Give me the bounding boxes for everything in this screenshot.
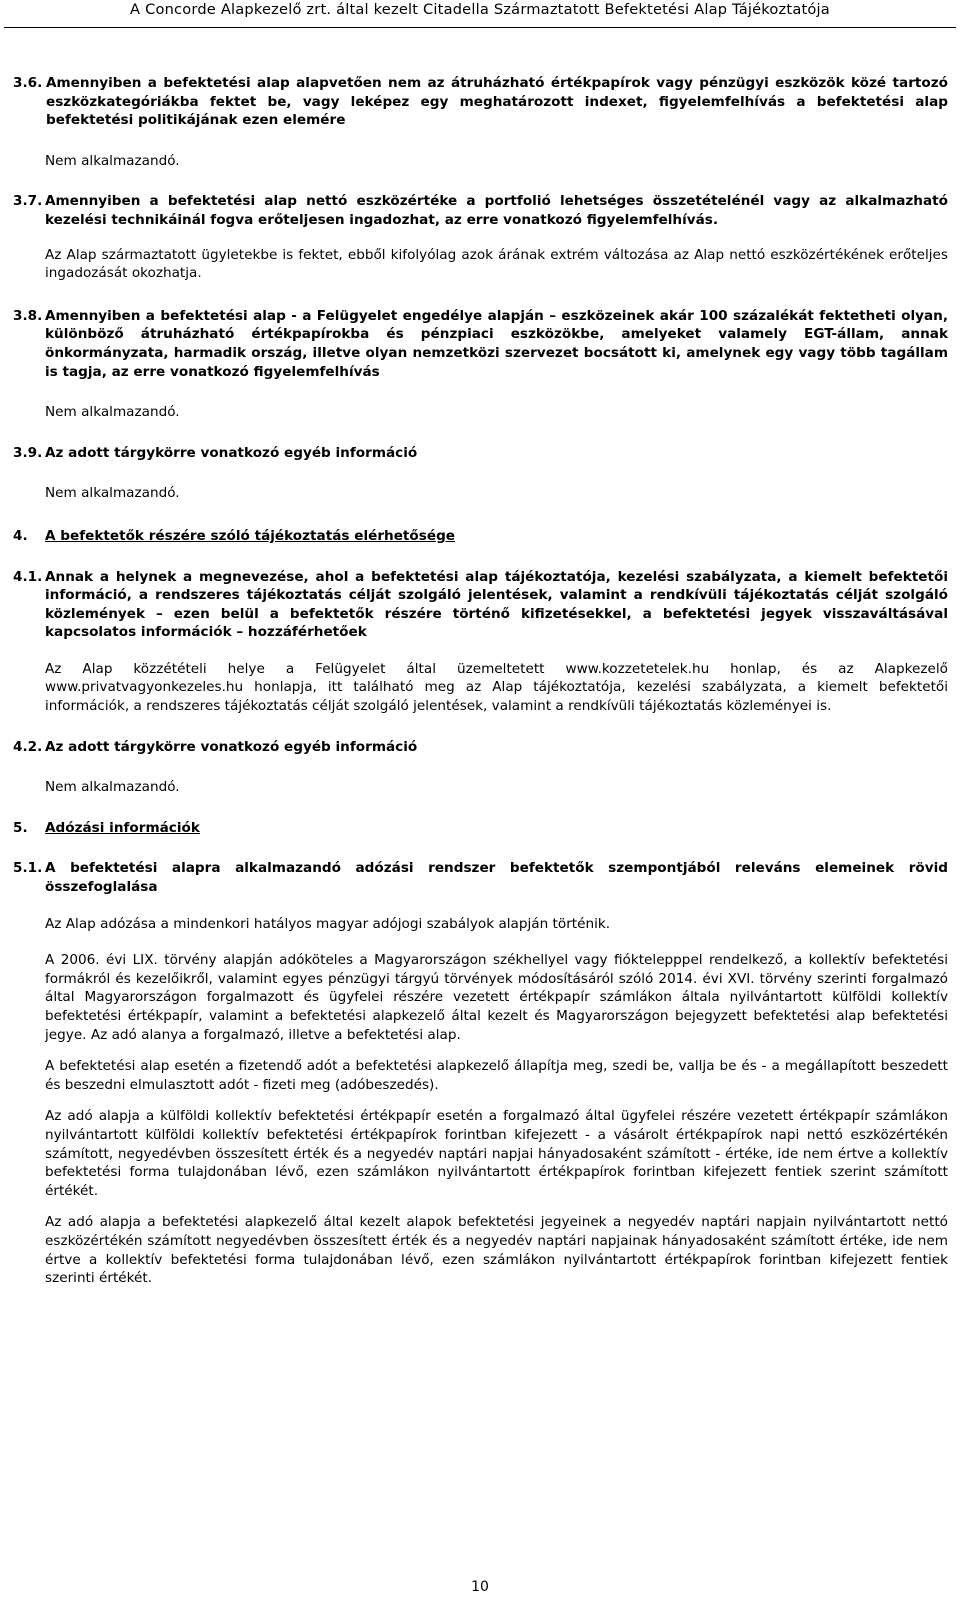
section-3-6-heading xyxy=(13,74,948,130)
section-3-8-body: Nem alkalmazandó. xyxy=(45,404,180,421)
page-header: A Concorde Alapkezelő zrt. által kezelt Citadella Származtatott Befektetési Alap Tájékoztatója xyxy=(130,1,830,18)
section-title: Amennyiben a befektetési alap alapvetően nem az átruházható értékpapírok vagy pénzügyi eszközök közé tartozó eszközkategóriákba fektet be, vagy leképez egy meghatározott indexet, figyelemfelhívás a befektetési alap befektetési politikájának ezen elemére xyxy=(46,75,948,129)
section-4-heading xyxy=(13,527,948,546)
section-title: Az adott tárgykörre vonatkozó egyéb információ xyxy=(45,444,418,461)
section-number: 3.7. xyxy=(13,193,43,210)
section-5-heading xyxy=(13,819,948,838)
section-title: Adózási információk xyxy=(45,819,200,836)
section-4-1-body: Az Alap közzétételi helye a Felügyelet által üzemeltetett www.kozzetetelek.hu honlap, és az Alapkezelő www.privatvagyonkezeles.hu honlapja, itt található meg az Alap tájékoztatója, kezelési szabályzata, a kiemelt befektetői információk, a rendszeres tájékoztatás célját szolgáló jelentések, valamint a rendkívüli tájékoztatás közleményei is. xyxy=(45,660,948,715)
section-4-1-heading xyxy=(13,568,948,642)
section-number: 3.8. xyxy=(13,307,43,324)
section-number: 5.1. xyxy=(13,860,43,877)
section-4-2-heading xyxy=(13,738,948,757)
section-3-9-heading xyxy=(13,444,948,463)
section-4-2-body: Nem alkalmazandó. xyxy=(45,779,180,796)
section-5-1-paragraph-1: Az Alap adózása a mindenkori hatályos magyar adójogi szabályok alapján történik. xyxy=(45,915,611,932)
section-5-1-heading xyxy=(13,859,948,896)
header-divider xyxy=(4,27,956,28)
section-5-1-paragraph-3: A befektetési alap esetén a fizetendő adót a befektetési alapkezelő állapítja meg, szedi be, vallja be és - a megállapított beszedett és beszedni elmulasztott adót - fizeti meg (adóbeszedés). xyxy=(45,1058,948,1093)
section-5-1-paragraph-4: Az adó alapja a külföldi kollektív befektetési értékpapír esetén a forgalmazó által ügyfelei részére vezetett értékpapír számlákon nyilvántartott külföldi kollektív befektetési értékpapírok forintban kifejezett - a vásárolt értékpapírok napi nettó eszközértékén számított, negyedévben összesített érték és a negyedév naptári napjai hányadosaként számított - értéke, ide nem értve a kollektív befektetési forma tulajdonában lévő, ezen számlákon nyilvántartott értékpapírok forintban kifejezett fentiek szerint számított értékét. xyxy=(45,1108,948,1199)
section-3-8-heading xyxy=(13,307,948,381)
section-number: 4. xyxy=(13,527,28,544)
section-5-1-paragraph-2: A 2006. évi LIX. törvény alapján adóköteles a Magyarországon székhellyel vagy fióktelepppel rendelkező, a kollektív befektetési formákról és kezelőikről, valamint egyes pénzügyi tárgyú törvények módosításáról szóló 2014. évi XVI. törvény szerinti forgalmazó által Magyarországon forgalmazott és ügyfelei részére vezetett értékpapír számlákon általa nyilvántartott külföldi kollektív befektetési értékpapír, valamint a befektetési alapkezelő által kezelt és Magyarországon bejegyzett befektetési alap befektetési jegye. Az adó alanya a forgalmazó, illetve a befektetési alap. xyxy=(45,952,948,1043)
document-body xyxy=(13,74,948,1288)
section-number: 3.6. xyxy=(13,75,43,91)
section-3-7-heading xyxy=(13,192,948,229)
section-title: Az adott tárgykörre vonatkozó egyéb információ xyxy=(45,738,418,755)
page-number: 10 xyxy=(471,1579,489,1595)
section-number: 5. xyxy=(13,819,28,836)
section-3-7-body: Az Alap származtatott ügyletekbe is fektet, ebből kifolyólag azok árának extrém változása az Alap nettó eszközértékének erőteljes ingadozását okozhatja. xyxy=(45,246,948,282)
section-title: Amennyiben a befektetési alap nettó eszközértéke a portfolió lehetséges összetételénél vagy az alkalmazható kezelési technikáinál fogva erőteljesen ingadozhat, az erre vonatkozó figyelemfelhívás. xyxy=(45,193,948,228)
section-5-1-paragraph-5: Az adó alapja a befektetési alapkezelő által kezelt alapok befektetési jegyeinek a negyedév naptári napjain nyilvántartott nettó eszközértékén számított negyedévben összesített érték és a negyedév naptári napjainak hányadosaként számított értéke, ide nem értve a kollektív befektetési forma tulajdonában lévő, ezen számlákon nyilvántartott értékpapírok forintban kifejezett fentiek szerinti értékét. xyxy=(45,1214,948,1287)
section-number: 4.2. xyxy=(13,738,43,755)
section-title: Annak a helynek a megnevezése, ahol a befektetési alap tájékoztatója, kezelési szabályzata, a kiemelt befektetői információ, a rendszeres tájékoztatás célját szolgáló jelentések, valamint a rendkívüli tájékoztatás célját szolgáló közlemények – ezen belül a befektetők részére történő kifizetésekkel, a befektetési jegyek visszaváltásával kapcsolatos információk – hozzáférhetőek xyxy=(45,568,948,641)
section-title: A befektetők részére szóló tájékoztatás elérhetősége xyxy=(45,527,456,544)
section-3-6-body: Nem alkalmazandó. xyxy=(45,152,180,169)
section-number: 4.1. xyxy=(13,568,43,585)
section-number: 3.9. xyxy=(13,444,43,461)
section-title: A befektetési alapra alkalmazandó adózási rendszer befektetők szempontjából releváns elemeinek rövid összefoglalása xyxy=(45,860,948,896)
section-title: Amennyiben a befektetési alap - a Felügyelet engedélye alapján – eszközeinek akár 100 százalékát fektetheti olyan, különböző átruházható értékpapírokba és pénzpiaci eszközökbe, amelyeket valamely EGT-állam, annak önkormányzata, harmadik ország, illetve olyan nemzetközi szervezet bocsátott ki, amelynek egy vagy több tagállam is tagja, az erre vonatkozó figyelemfelhívás xyxy=(45,307,948,380)
section-3-9-body: Nem alkalmazandó. xyxy=(45,485,180,502)
